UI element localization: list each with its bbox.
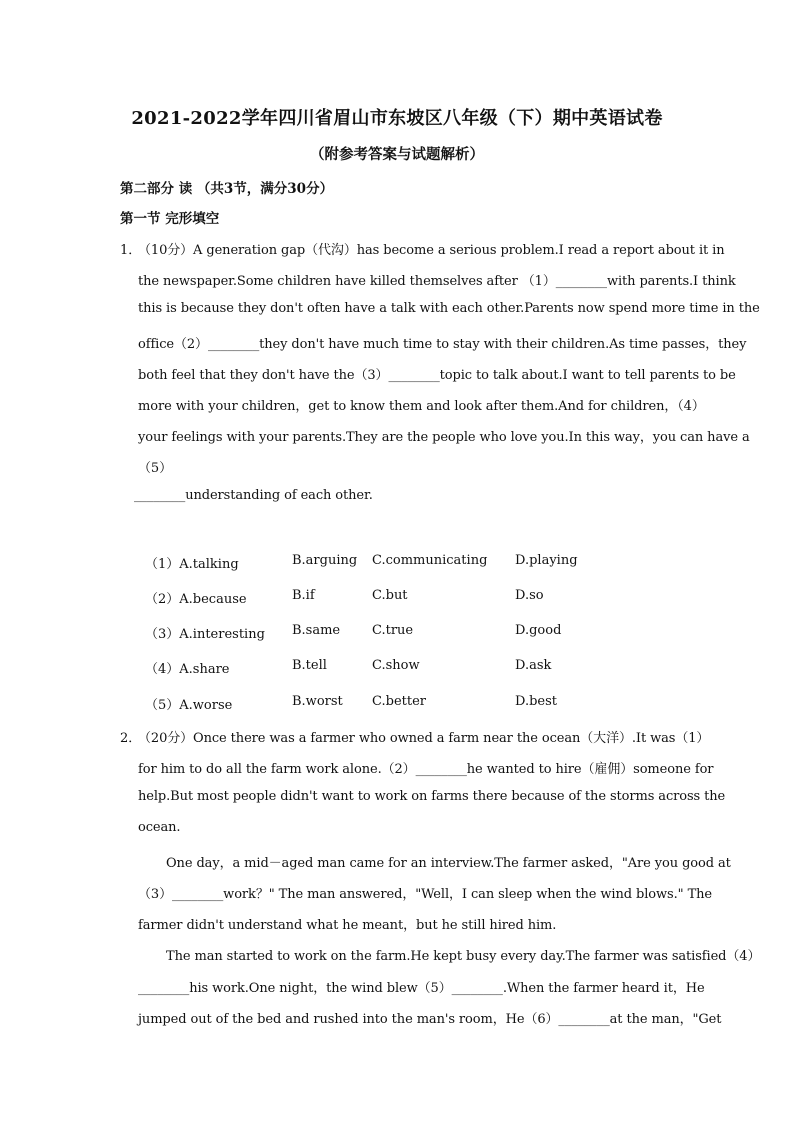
option-choice[interactable]: C.true [372,623,414,638]
option-choice[interactable]: （3）A.interesting [145,627,265,642]
option-choice[interactable]: B.worst [292,694,343,709]
option-choice[interactable]: B.tell [292,658,327,673]
option-choice[interactable]: C.show [372,658,420,673]
option-choice[interactable]: （1）A.talking [145,557,239,572]
passage-line: ________his work.One night，the wind blew（5）________.When the farmer heard it，He [138,981,705,996]
passage-line: The man started to work on the farm.He kept busy every day.The farmer was satisfied（4） [166,949,761,964]
passage-line: farmer didn't understand what he meant，but he still hired him. [138,918,557,933]
option-choice[interactable]: C.communicating [372,553,488,568]
passage-line: for him to do all the farm work alone.（2）________he wanted to hire（雇佣）someone for [138,762,714,777]
passage-line: office（2）________they don't have much time to stay with their children.As time passes，they [138,337,747,352]
option-choice[interactable]: B.arguing [292,553,358,568]
option-choice[interactable]: D.good [515,623,562,638]
option-choice[interactable]: D.so [515,588,544,603]
question-number: 1． [120,243,142,258]
passage-line: ocean. [138,820,181,835]
passage-line: help.But most people didn't want to work on farms there because of the storms across the [138,789,726,804]
option-choice[interactable]: （4）A.share [145,662,230,677]
question-number: 2． [120,731,142,746]
passage-line: the newspaper.Some children have killed themselves after （1）________with parents.I think [138,274,736,289]
passage-line: this is because they don't often have a talk with each other.Parents now spend more time in the [138,301,760,316]
passage-line: （5） [138,461,172,476]
option-choice[interactable]: B.if [292,588,315,603]
section-heading: 第二部分 读 （共3节，满分30分） [120,181,334,197]
page-subtitle: （附参考答案与试题解析） [310,146,484,163]
option-choice[interactable]: B.same [292,623,341,638]
option-choice[interactable]: C.but [372,588,408,603]
option-choice[interactable]: （5）A.worse [145,698,233,713]
option-choice[interactable]: D.ask [515,658,552,673]
passage-line: One day，a mid－aged man came for an interview.The farmer asked，"Are you good at [166,856,731,871]
passage-line: your feelings with your parents.They are the people who love you.In this way，you can have a [138,430,750,445]
option-choice[interactable]: D.playing [515,553,578,568]
passage-line: （20分）Once there was a farmer who owned a farm near the ocean（大洋）.It was（1） [138,731,710,746]
subsection-heading: 第一节 完形填空 [120,211,220,227]
page-title: 2021-2022学年四川省眉山市东坡区八年级（下）期中英语试卷 [131,108,663,129]
passage-line: jumped out of the bed and rushed into the man's room，He（6）________at the man，"Get [138,1012,722,1027]
passage-line: both feel that they don't have the（3）________topic to talk about.I want to tell parents to be [138,368,736,383]
passage-line: （10分）A generation gap（代沟）has become a serious problem.I read a report about it in [138,243,725,258]
option-choice[interactable]: D.best [515,694,558,709]
option-choice[interactable]: C.better [372,694,426,709]
option-choice[interactable]: （2）A.because [145,592,247,607]
passage-line: ________understanding of each other. [134,488,373,503]
passage-line: （3）________work？" The man answered，"Well，I can sleep when the wind blows." The [138,887,713,902]
passage-line: more with your children，get to know them and look after them.And for children，（4） [138,399,705,414]
